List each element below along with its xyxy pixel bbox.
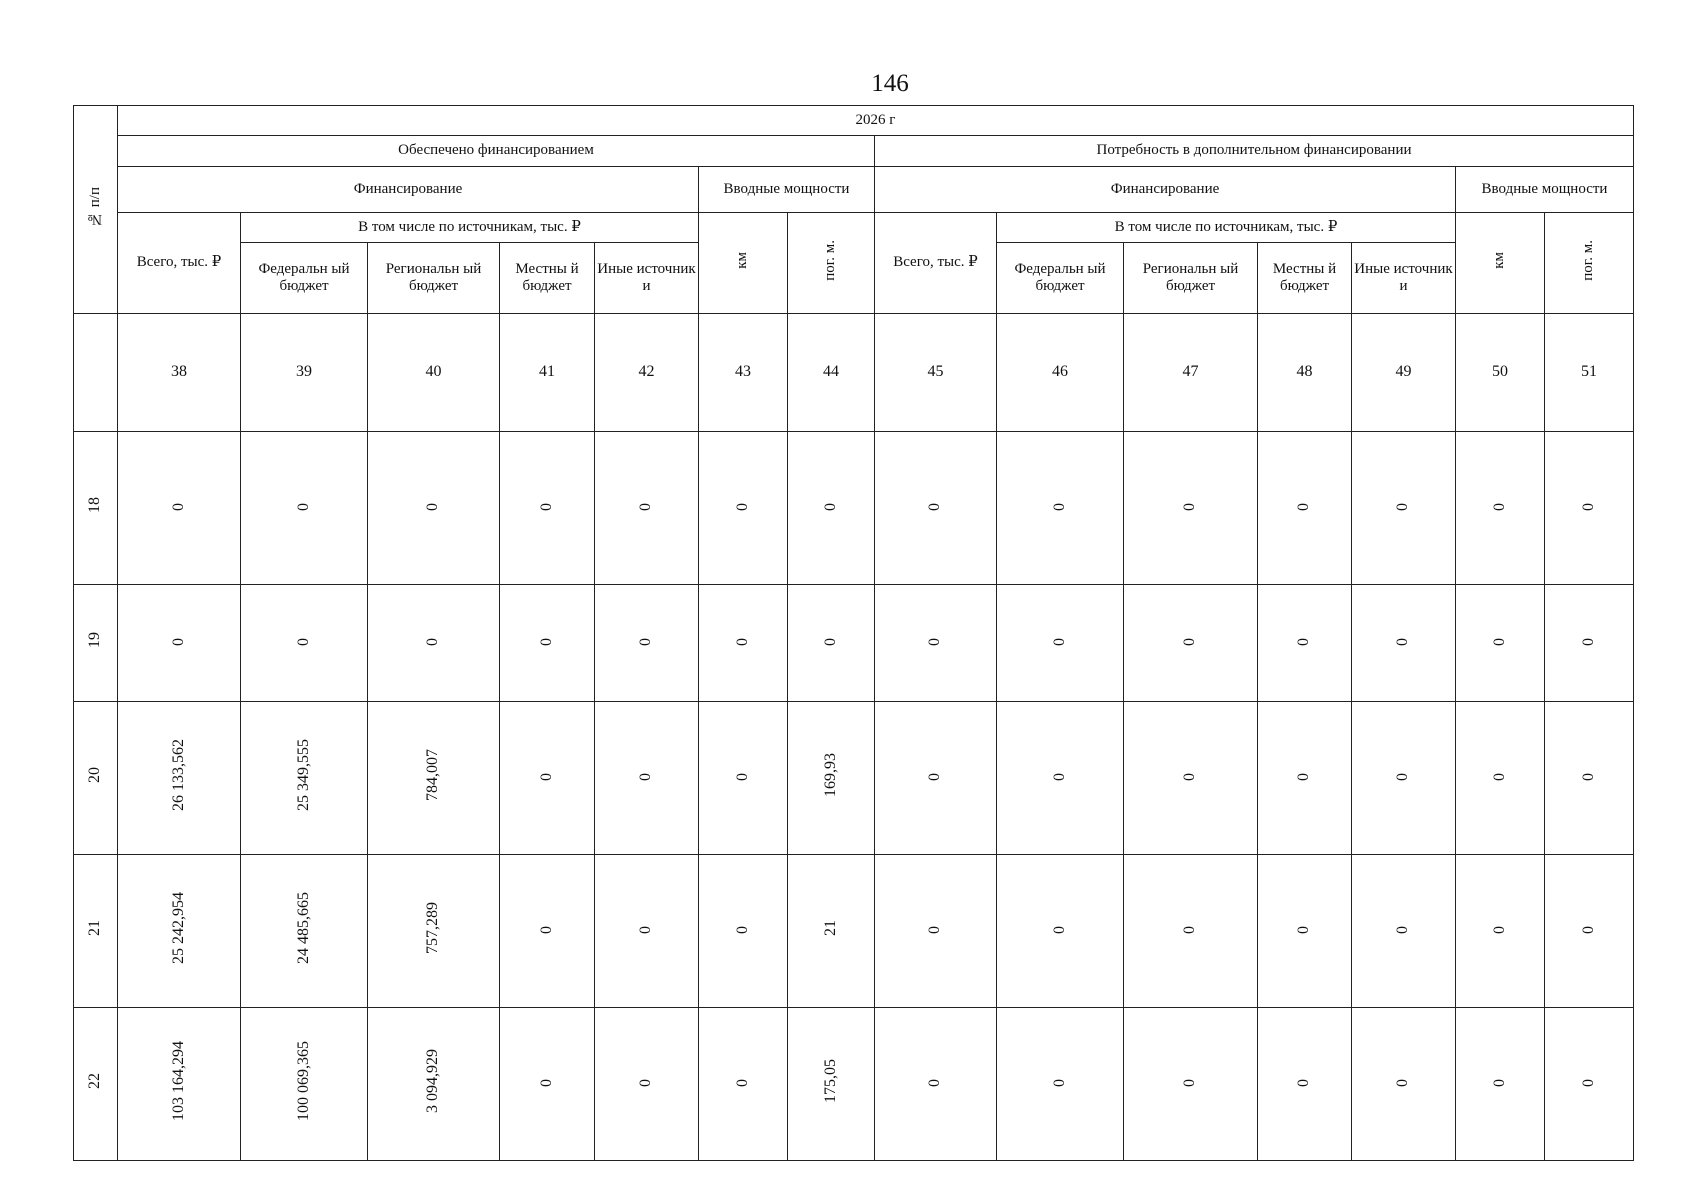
table-cell [118, 432, 241, 585]
cell-value: 0 [1050, 503, 1068, 512]
year-header: 2026 г [118, 106, 1634, 136]
cell-value: 0 [1394, 503, 1412, 512]
cell-value: 0 [733, 773, 751, 782]
row-number: 22 [86, 1073, 104, 1090]
financing-header-need: Финансирование [875, 167, 1456, 213]
table-cell [1352, 1008, 1456, 1161]
column-number: 40 [368, 314, 500, 432]
sources-header-secured: В том числе по источникам, тыс. ₽ [241, 213, 699, 243]
federal-header-need: Федеральн ый бюджет [997, 243, 1124, 314]
cell-value: 0 [537, 1079, 555, 1088]
cell-value: 0 [1181, 773, 1199, 782]
column-number-blank [74, 314, 118, 432]
cell-value: 0 [1490, 1079, 1508, 1088]
row-number-header-label: № п/п [86, 186, 103, 227]
cell-value: 0 [1579, 503, 1597, 512]
table-cell [368, 855, 500, 1008]
column-number: 44 [788, 314, 875, 432]
table-cell [1352, 432, 1456, 585]
cell-value: 0 [1579, 773, 1597, 782]
table-cell [1545, 585, 1634, 702]
column-number: 51 [1545, 314, 1634, 432]
table-cell [1124, 855, 1258, 1008]
table-cell [1352, 855, 1456, 1008]
cell-value: 0 [1579, 1079, 1597, 1088]
regional-header-secured: Региональн ый бюджет [368, 243, 500, 314]
table-cell [241, 432, 368, 585]
row-number: 18 [86, 497, 104, 514]
cell-value: 784,007 [424, 749, 442, 802]
other-header-secured: Иные источник и [595, 243, 699, 314]
cell-value: 0 [926, 503, 944, 512]
table-cell [368, 585, 500, 702]
table-cell [1545, 1008, 1634, 1161]
capacity-header-need: Вводные мощности [1456, 167, 1634, 213]
table-cell [1456, 702, 1545, 855]
km-header-need [1456, 213, 1545, 314]
table-cell [699, 585, 788, 702]
table-cell [875, 855, 997, 1008]
table-cell [1124, 702, 1258, 855]
total-header-need: Всего, тыс. ₽ [875, 213, 997, 314]
cell-value: 21 [821, 920, 839, 937]
table-cell [368, 702, 500, 855]
cell-value: 0 [926, 1079, 944, 1088]
cell-value: 0 [1394, 1079, 1412, 1088]
table-cell [997, 855, 1124, 1008]
table-cell [595, 432, 699, 585]
table-cell [241, 855, 368, 1008]
table-cell [997, 1008, 1124, 1161]
table-cell [1456, 585, 1545, 702]
cell-value: 0 [1295, 773, 1313, 782]
cell-value: 0 [1295, 926, 1313, 935]
cell-value: 0 [1181, 503, 1199, 512]
cell-value: 0 [733, 638, 751, 647]
table-cell [788, 702, 875, 855]
table-cell [997, 702, 1124, 855]
pog-m-label: пог. м. [822, 240, 839, 281]
table-row [74, 432, 1634, 585]
row-number-cell [74, 702, 118, 855]
table-row [74, 855, 1634, 1008]
column-number: 41 [500, 314, 595, 432]
row-number-cell [74, 1008, 118, 1161]
sources-header-need: В том числе по источникам, тыс. ₽ [997, 213, 1456, 243]
table-cell [1352, 702, 1456, 855]
table-cell [118, 585, 241, 702]
table-cell [500, 702, 595, 855]
cell-value: 0 [821, 503, 839, 512]
cell-value: 0 [1050, 926, 1068, 935]
cell-value: 0 [537, 503, 555, 512]
total-header-secured: Всего, тыс. ₽ [118, 213, 241, 314]
table-cell [1545, 432, 1634, 585]
table-cell [595, 585, 699, 702]
table-cell [118, 702, 241, 855]
table-cell [500, 432, 595, 585]
table-cell [1258, 1008, 1352, 1161]
cell-value: 0 [537, 638, 555, 647]
cell-value: 0 [1050, 773, 1068, 782]
table-cell [788, 855, 875, 1008]
table-cell [1352, 585, 1456, 702]
regional-header-need: Региональн ый бюджет [1124, 243, 1258, 314]
column-number: 43 [699, 314, 788, 432]
column-number: 45 [875, 314, 997, 432]
cell-value: 3 094,929 [424, 1049, 442, 1114]
row-number: 19 [86, 632, 104, 649]
cell-value: 24 485,665 [294, 892, 312, 965]
cell-value: 25 242,954 [169, 892, 187, 965]
table-cell [699, 432, 788, 585]
table-cell [788, 432, 875, 585]
cell-value: 100 069,365 [294, 1041, 312, 1122]
cell-value: 0 [733, 1079, 751, 1088]
cell-value: 0 [1579, 926, 1597, 935]
table-cell [500, 585, 595, 702]
table-cell [1258, 855, 1352, 1008]
cell-value: 0 [733, 503, 751, 512]
cell-value: 0 [637, 503, 655, 512]
pog-m-header-need [1545, 213, 1634, 314]
cell-value: 0 [1050, 638, 1068, 647]
km-header-secured [699, 213, 788, 314]
cell-value: 175,05 [821, 1059, 839, 1104]
cell-value: 25 349,555 [294, 739, 312, 812]
table-cell [368, 1008, 500, 1161]
cell-value: 0 [1394, 773, 1412, 782]
table-cell [241, 1008, 368, 1161]
cell-value: 0 [169, 638, 187, 647]
row-number-cell [74, 585, 118, 702]
table-cell [595, 1008, 699, 1161]
cell-value: 0 [1394, 926, 1412, 935]
table-cell [1258, 702, 1352, 855]
table-cell [997, 432, 1124, 585]
table-row [74, 702, 1634, 855]
cell-value: 0 [926, 926, 944, 935]
row-number-cell [74, 855, 118, 1008]
pog-m-header-secured [788, 213, 875, 314]
federal-header-secured: Федеральн ый бюджет [241, 243, 368, 314]
table-cell [595, 855, 699, 1008]
additional-financing-header: Потребность в дополнительном финансировании [875, 136, 1634, 167]
table-cell [1124, 585, 1258, 702]
cell-value: 0 [294, 503, 312, 512]
table-cell [875, 432, 997, 585]
table-row [74, 1008, 1634, 1161]
cell-value: 0 [637, 1079, 655, 1088]
table-cell [118, 1008, 241, 1161]
cell-value: 0 [1181, 926, 1199, 935]
cell-value: 0 [1579, 638, 1597, 647]
km-label: км [1491, 251, 1508, 269]
table-cell [875, 1008, 997, 1161]
table-cell [788, 585, 875, 702]
cell-value: 169,93 [821, 753, 839, 798]
table-cell [699, 702, 788, 855]
table-cell [997, 585, 1124, 702]
table-cell [241, 702, 368, 855]
cell-value: 0 [424, 503, 442, 512]
row-number-cell [74, 432, 118, 585]
cell-value: 0 [1295, 638, 1313, 647]
km-label: км [734, 251, 751, 269]
table-cell [1258, 432, 1352, 585]
cell-value: 0 [537, 773, 555, 782]
table-cell [500, 855, 595, 1008]
cell-value: 0 [821, 638, 839, 647]
column-number: 39 [241, 314, 368, 432]
table-cell [1456, 1008, 1545, 1161]
column-number: 46 [997, 314, 1124, 432]
cell-value: 0 [1490, 926, 1508, 935]
table-cell [500, 1008, 595, 1161]
table-cell [1258, 585, 1352, 702]
financing-table [73, 105, 1634, 1161]
table-cell [241, 585, 368, 702]
column-number: 49 [1352, 314, 1456, 432]
cell-value: 0 [637, 926, 655, 935]
cell-value: 0 [1490, 638, 1508, 647]
local-header-secured: Местны й бюджет [500, 243, 595, 314]
table-cell [875, 585, 997, 702]
table-cell [118, 855, 241, 1008]
row-number-header [74, 106, 118, 314]
table-cell [595, 702, 699, 855]
capacity-header-secured: Вводные мощности [699, 167, 875, 213]
table-cell [788, 1008, 875, 1161]
cell-value: 0 [1394, 638, 1412, 647]
cell-value: 26 133,562 [169, 739, 187, 812]
table-cell [1124, 1008, 1258, 1161]
cell-value: 0 [294, 638, 312, 647]
column-number: 50 [1456, 314, 1545, 432]
cell-value: 0 [637, 638, 655, 647]
column-number: 38 [118, 314, 241, 432]
cell-value: 0 [1181, 638, 1199, 647]
cell-value: 103 164,294 [169, 1041, 187, 1122]
cell-value: 757,289 [424, 902, 442, 955]
other-header-need: Иные источник и [1352, 243, 1456, 314]
table-cell [368, 432, 500, 585]
column-number: 47 [1124, 314, 1258, 432]
cell-value: 0 [424, 638, 442, 647]
column-number: 48 [1258, 314, 1352, 432]
table-cell [699, 855, 788, 1008]
cell-value: 0 [926, 638, 944, 647]
table-cell [1124, 432, 1258, 585]
local-header-need: Местны й бюджет [1258, 243, 1352, 314]
cell-value: 0 [637, 773, 655, 782]
secured-financing-header: Обеспечено финансированием [118, 136, 875, 167]
column-numbers-row [74, 314, 1634, 432]
financing-header-secured: Финансирование [118, 167, 699, 213]
table-row [74, 585, 1634, 702]
cell-value: 0 [1295, 1079, 1313, 1088]
page-number: 146 [871, 70, 909, 97]
row-number: 20 [86, 767, 104, 784]
table-cell [1545, 855, 1634, 1008]
cell-value: 0 [1050, 1079, 1068, 1088]
column-number: 42 [595, 314, 699, 432]
cell-value: 0 [733, 926, 751, 935]
table-cell [699, 1008, 788, 1161]
cell-value: 0 [1490, 503, 1508, 512]
cell-value: 0 [1181, 1079, 1199, 1088]
cell-value: 0 [926, 773, 944, 782]
table-cell [1545, 702, 1634, 855]
table-cell [1456, 855, 1545, 1008]
table-cell [1456, 432, 1545, 585]
cell-value: 0 [1490, 773, 1508, 782]
pog-m-label: пог. м. [1580, 240, 1597, 281]
row-number: 21 [86, 920, 104, 937]
cell-value: 0 [1295, 503, 1313, 512]
table-cell [875, 702, 997, 855]
cell-value: 0 [537, 926, 555, 935]
cell-value: 0 [169, 503, 187, 512]
